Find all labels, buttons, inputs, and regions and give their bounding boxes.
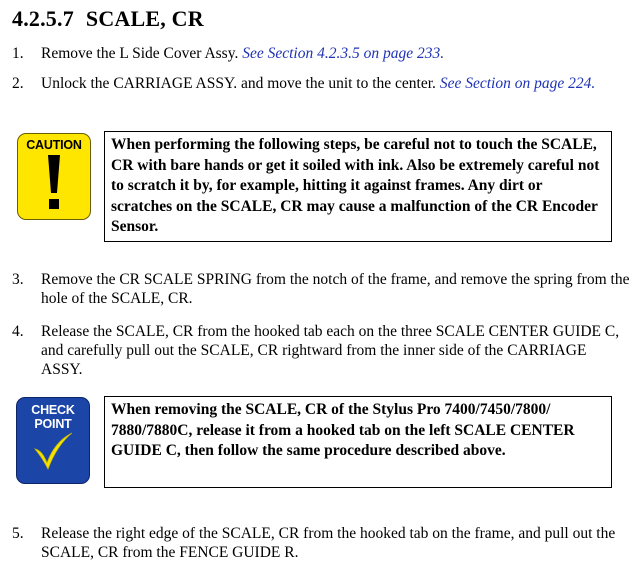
step-1	[10, 44, 630, 63]
step-2	[10, 74, 630, 93]
step-number: 3.	[12, 271, 24, 288]
cross-reference-link[interactable]: See Section on page 224.	[439, 75, 596, 92]
section-heading	[12, 6, 204, 32]
step-number: 2.	[12, 75, 24, 92]
caution-label: CAUTION	[26, 138, 82, 152]
step-number: 1.	[12, 45, 24, 62]
step-text	[41, 74, 630, 93]
checkpoint-note: When removing the SCALE, CR of the Stylus Pro 7400/7450/7800/ 7880/7880C, release it from a hooked tab on the left SCALE CENTER GUIDE C, then follow the same procedure described above.	[104, 396, 612, 488]
step-number: 5.	[12, 525, 24, 542]
step-text	[41, 44, 630, 63]
step-instruction: Remove the L Side Cover Assy.	[41, 45, 243, 62]
caution-badge	[17, 133, 91, 220]
cross-reference-link[interactable]: See Section 4.2.3.5 on page 233.	[242, 45, 445, 62]
exclamation-icon	[46, 155, 62, 211]
step-5	[10, 524, 630, 562]
checkpoint-badge	[16, 397, 90, 484]
step-3	[10, 270, 630, 308]
step-instruction: Unlock the CARRIAGE ASSY. and move the unit to the center.	[41, 75, 440, 92]
step-text: Release the right edge of the SCALE, CR from the hooked tab on the frame, and pull out the SCALE, CR from the FENCE GUIDE R.	[41, 525, 616, 561]
step-4	[10, 322, 630, 379]
caution-note: When performing the following steps, be careful not to touch the SCALE, CR with bare hands or get it soiled with ink. Also be extremely careful not to scratch it by, for example, hitting it against frames. Any dirt or scratches on the SCALE, CR may cause a malfunction of the CR Encoder Sensor.	[104, 131, 612, 242]
step-number: 4.	[12, 323, 24, 340]
checkmark-icon	[32, 431, 74, 471]
section-title: SCALE, CR	[85, 6, 204, 31]
step-text: Release the SCALE, CR from the hooked tab each on the three SCALE CENTER GUIDE C, and carefully pull out the SCALE, CR rightward from the inner side of the CARRIAGE ASSY.	[41, 323, 620, 378]
section-number: 4.2.5.7	[12, 6, 74, 31]
checkpoint-label: CHECK POINT	[31, 403, 75, 431]
step-text: Remove the CR SCALE SPRING from the notch of the frame, and remove the spring from the hole of the SCALE, CR.	[41, 271, 630, 307]
